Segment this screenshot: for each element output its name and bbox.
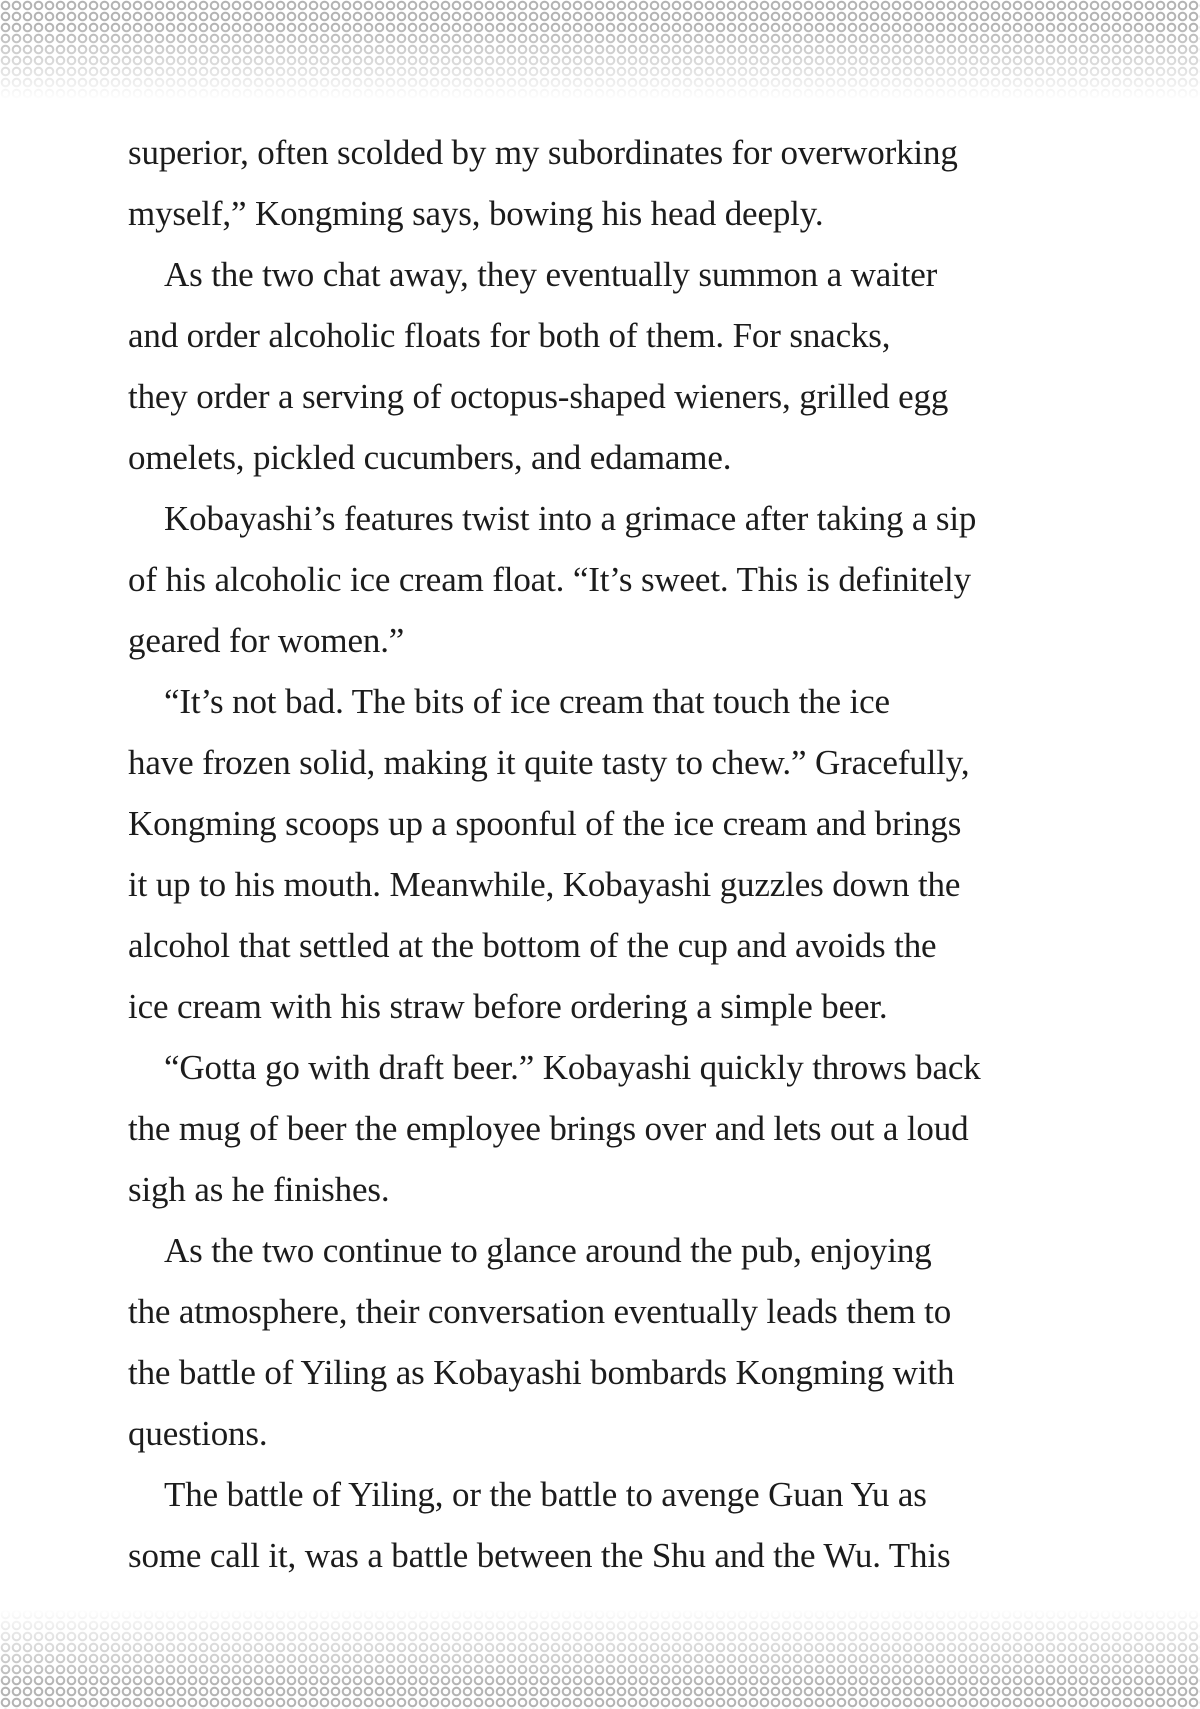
text-line: sigh as he finishes. [128,1170,390,1209]
text-line: the atmosphere, their conversation eventually leads them to [128,1292,952,1331]
text-line: questions. [128,1414,268,1453]
text-line: they order a serving of octopus-shaped wieners, grilled egg [128,377,949,416]
text-line: the mug of beer the employee brings over and lets out a loud [128,1109,969,1148]
text-line: The battle of Yiling, or the battle to avenge Guan Yu as [164,1475,927,1514]
text-line: have frozen solid, making it quite tasty to chew.” Gracefully, [128,743,970,782]
text-line: “It’s not bad. The bits of ice cream that touch the ice [164,682,890,721]
text-line: Kongming scoops up a spoonful of the ice cream and brings [128,804,962,843]
page-body-text [128,122,1103,1586]
text-line: omelets, pickled cucumbers, and edamame. [128,438,732,477]
top-decorative-pattern [0,0,1200,100]
text-line: As the two chat away, they eventually summon a waiter [164,255,938,294]
text-line: the battle of Yiling as Kobayashi bombards Kongming with [128,1353,955,1392]
text-line: it up to his mouth. Meanwhile, Kobayashi guzzles down the [128,865,961,904]
bottom-decorative-pattern [0,1609,1200,1709]
text-line: ice cream with his straw before ordering a simple beer. [128,987,888,1026]
text-line: alcohol that settled at the bottom of the cup and avoids the [128,926,937,965]
text-line: of his alcoholic ice cream float. “It’s sweet. This is definitely [128,560,971,599]
text-line: myself,” Kongming says, bowing his head deeply. [128,194,824,233]
text-line: As the two continue to glance around the pub, enjoying [164,1231,932,1270]
text-line: some call it, was a battle between the Shu and the Wu. This [128,1536,951,1575]
text-line: and order alcoholic floats for both of them. For snacks, [128,316,891,355]
text-line: “Gotta go with draft beer.” Kobayashi quickly throws back [164,1048,981,1087]
text-line: Kobayashi’s features twist into a grimace after taking a sip [164,499,977,538]
text-line: superior, often scolded by my subordinates for overworking [128,133,958,172]
text-line: geared for women.” [128,621,405,660]
